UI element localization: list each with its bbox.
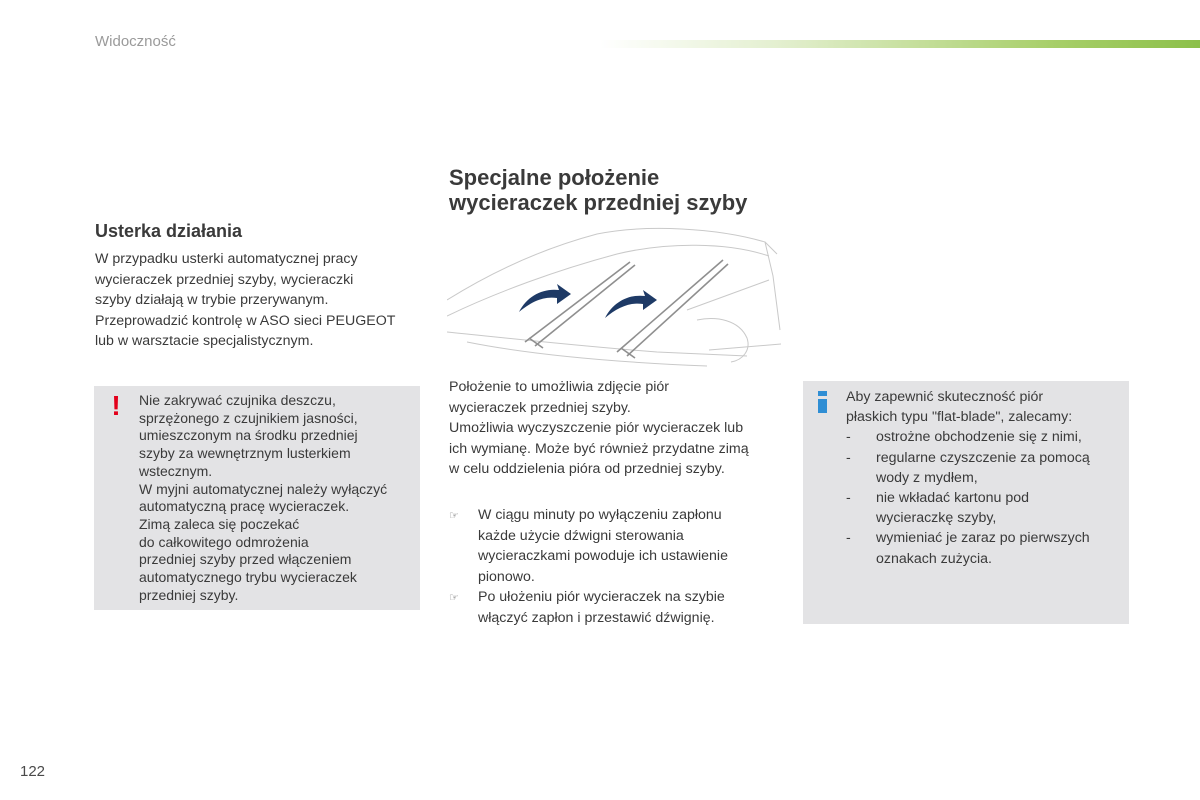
warning-line: sprzężonego z czujnikiem jasności, bbox=[139, 409, 358, 426]
malfunction-line: szyby działają w trybie przerywanym. bbox=[95, 292, 329, 308]
steps-list bbox=[449, 505, 728, 628]
right-wiper-arm bbox=[617, 260, 723, 352]
info-item-line: nie wkładać kartonu pod bbox=[876, 490, 1030, 507]
malfunction-line: wycieraczek przedniej szyby, wycieraczki bbox=[95, 271, 354, 288]
info-intro-line: płaskich typu "flat-blade", zalecamy: bbox=[846, 409, 1073, 426]
step-line: pionowo. bbox=[478, 568, 535, 585]
step-item bbox=[449, 505, 728, 587]
info-list-item bbox=[846, 448, 1090, 488]
special-position-description bbox=[449, 377, 749, 480]
info-intro-line: Aby zapewnić skuteczność piór bbox=[846, 389, 1044, 405]
description-line: w celu oddzielenia pióra od przedniej szyby. bbox=[449, 461, 725, 477]
pointing-hand-icon: ☞ bbox=[449, 592, 459, 604]
wiper-illustration bbox=[447, 220, 782, 370]
section-title: Widoczność bbox=[95, 33, 176, 50]
malfunction-line: lub w warsztacie specjalistycznym. bbox=[95, 333, 314, 349]
info-item-line: wody z mydłem, bbox=[876, 469, 978, 486]
info-item-line: regularne czyszczenie za pomocą bbox=[876, 449, 1090, 466]
malfunction-text bbox=[95, 249, 425, 352]
warning-line: wstecznym. bbox=[139, 462, 213, 479]
info-item-line: wymieniać je zaraz po pierwszych bbox=[876, 530, 1090, 547]
left-wiper-base bbox=[529, 338, 543, 348]
heading-line: Specjalne położenie bbox=[449, 165, 660, 190]
malfunction-line: Przeprowadzić kontrolę w ASO sieci PEUGEOT bbox=[95, 312, 396, 329]
warning-line: przedniej szyby. bbox=[139, 586, 239, 603]
info-list-item bbox=[846, 528, 1090, 568]
page-number: 122 bbox=[20, 763, 46, 780]
description-line: Położenie to umożliwia zdjęcie piór bbox=[449, 379, 670, 395]
warning-text bbox=[139, 392, 387, 604]
dash-marker: - bbox=[846, 530, 851, 547]
warning-icon: ! bbox=[111, 390, 121, 421]
warning-line: umieszczonym na środku przedniej bbox=[139, 427, 358, 444]
dash-marker: - bbox=[846, 490, 851, 507]
warning-line: Nie zakrywać czujnika deszczu, bbox=[139, 392, 336, 408]
dash-marker: - bbox=[846, 449, 851, 466]
special-position-heading bbox=[449, 165, 809, 215]
warning-line: do całkowitego odmrożenia bbox=[139, 533, 309, 550]
step-line: W ciągu minuty po wyłączeniu zapłonu bbox=[478, 507, 722, 523]
info-icon bbox=[818, 391, 827, 413]
pointing-hand-icon: ☞ bbox=[449, 510, 459, 522]
step-line: włączyć zapłon i przestawić dźwignię. bbox=[478, 609, 715, 626]
description-line: wycieraczek przedniej szyby. bbox=[449, 399, 631, 416]
info-item-line: wycieraczkę szyby, bbox=[876, 510, 997, 527]
step-item bbox=[449, 587, 728, 628]
info-list-item bbox=[846, 488, 1090, 528]
info-list-item bbox=[846, 427, 1090, 447]
step-line: Po ułożeniu piór wycieraczek na szybie bbox=[478, 589, 725, 605]
step-line: każde użycie dźwigni sterowania bbox=[478, 527, 684, 544]
malfunction-line: W przypadku usterki automatycznej pracy bbox=[95, 251, 358, 267]
warning-line: przedniej szyby przed włączeniem bbox=[139, 551, 352, 568]
heading-line: wycieraczek przedniej szyby bbox=[449, 190, 748, 215]
description-line: Umożliwia wyczyszczenie piór wycieraczek lub bbox=[449, 420, 744, 436]
hood-outline bbox=[447, 332, 747, 356]
warning-line: automatycznego trybu wycieraczek bbox=[139, 569, 357, 586]
info-text bbox=[846, 387, 1090, 569]
left-wiper-arm bbox=[525, 262, 630, 342]
step-line: wycieraczkami powoduje ich ustawienie bbox=[478, 548, 728, 564]
info-item-line: ostrożne obchodzenie się z nimi, bbox=[876, 429, 1082, 446]
header-accent-bar bbox=[600, 40, 1200, 48]
malfunction-heading: Usterka działania bbox=[95, 221, 243, 241]
windshield-inner-outline bbox=[447, 245, 769, 316]
info-item-line: oznakach zużycia. bbox=[876, 550, 992, 567]
warning-line: W myjni automatycznej należy wyłączyć bbox=[139, 480, 388, 497]
description-line: ich wymianę. Może być również przydatne zimą bbox=[449, 440, 749, 457]
warning-line: automatyczną pracę wycieraczek. bbox=[139, 498, 350, 515]
right-wiper-blade bbox=[627, 264, 728, 356]
door-line bbox=[687, 280, 769, 310]
right-rotate-arrow-icon bbox=[605, 290, 657, 318]
warning-line: szyby za wewnętrznym lusterkiem bbox=[139, 445, 351, 462]
warning-line: Zimą zaleca się poczekać bbox=[139, 515, 300, 532]
fender-line bbox=[709, 344, 781, 350]
left-rotate-arrow-icon bbox=[519, 284, 571, 312]
dash-marker: - bbox=[846, 429, 851, 446]
